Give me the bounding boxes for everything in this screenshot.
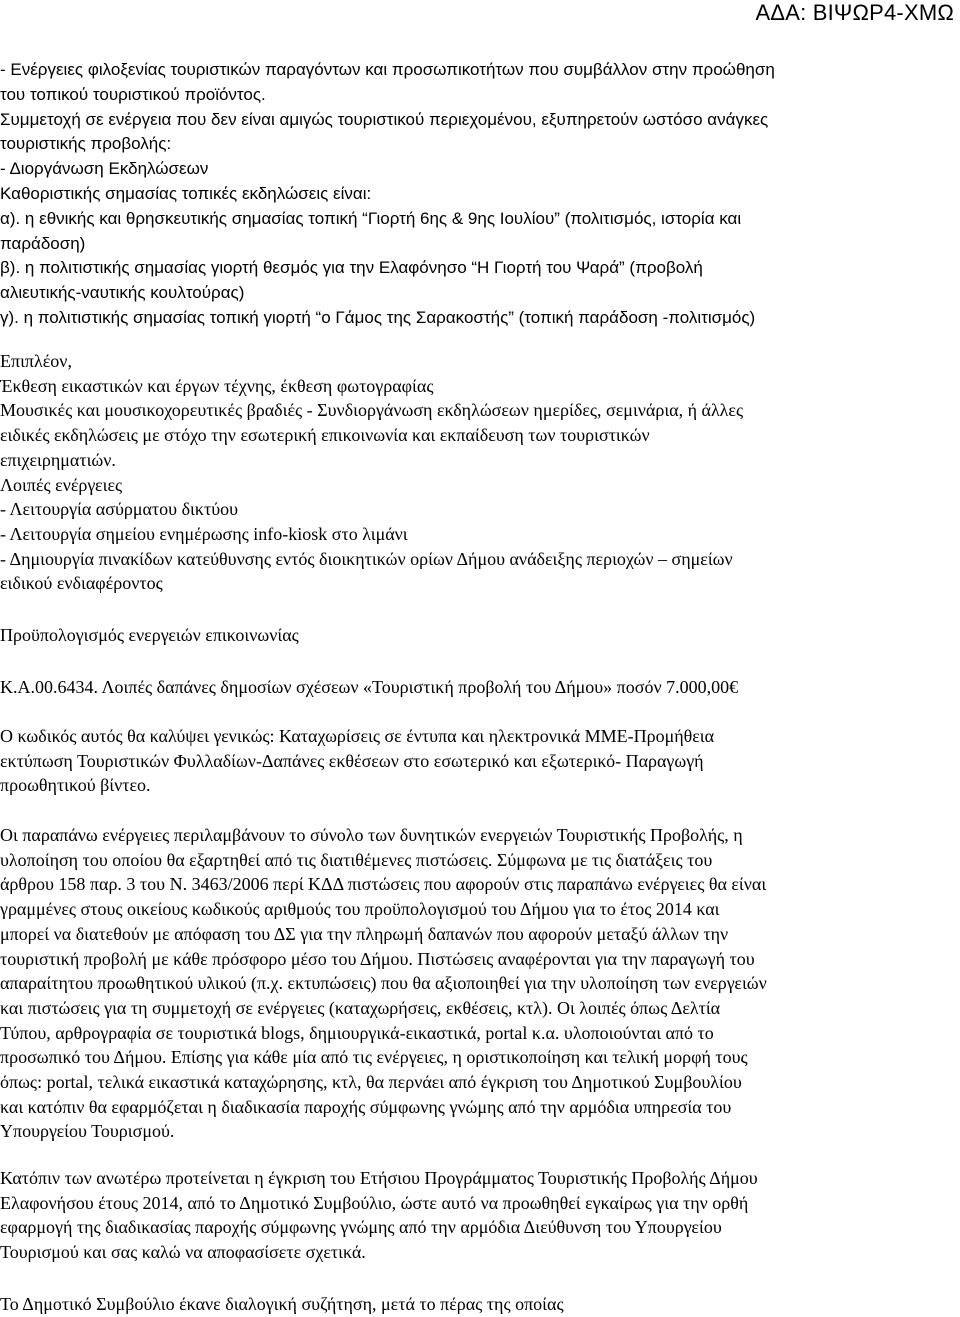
budget-heading: Προϋπολογισμός ενεργειών επικοινωνίας (0, 625, 299, 645)
text-line: τουριστικής προβολής: (0, 134, 172, 154)
text-line: α). η εθνικής και θρησκευτικής σημασίας τοπική “Γιορτή 6ης & 9ης Ιουλίου” (πολιτισμός, ιστορία και (0, 208, 742, 228)
text-line: Υπουργείου Τουρισμού. (0, 1121, 175, 1142)
text-line: και πιστώσεις για τη συμμετοχή σε ενέργειες (καταχωρήσεις, εκθέσεις, κτλ). Οι λοιπές όπως Δελτία (0, 997, 721, 1018)
text-line: Τύπου, αρθρογραφία σε τουριστικά blogs, δημιουργικά-εικαστικά, portal κ.α. υλοποιούνται από το (0, 1022, 714, 1043)
text-line: β). η πολιτιστικής σημασίας γιορτή θεσμός για την Ελαφόνησο “Η Γιορτή του Ψαρά” (προβολή (0, 258, 703, 278)
text-line: εκτύπωση Τουριστικών Φυλλαδίων-Δαπάνες εκθέσεων στο εσωτερικό και εξωτερικό- Παραγωγή (0, 750, 704, 771)
text-line: - Δημιουργία πινακίδων κατεύθυνσης εντός διοικητικών ορίων Δήμου ανάδειξης περιοχών – σημείων (0, 548, 733, 569)
ada-identifier: ΑΔΑ: ΒΙΨΩΡ4-ΧΜΩ (755, 0, 954, 25)
text-line: και κατόπιν θα εφαρμόζεται η διαδικασία παροχής σύμφωνης γνώμης από την αρμόδια υπηρεσία του (0, 1096, 732, 1117)
text-line: εφαρμογή της διαδικασίας παροχής σύμφωνης γνώμης από την αρμόδια Διεύθυνση του Υπουργείου (0, 1217, 722, 1238)
text-line: του τοπικού τουριστικού προϊόντος. (0, 84, 266, 104)
text-line: αλιευτικής-ναυτικής κουλτούρας) (0, 283, 245, 303)
text-line: - Διοργάνωση Εκδηλώσεων (0, 159, 209, 179)
text-line: Ο κωδικός αυτός θα καλύψει γενικώς: Καταχωρίσεις σε έντυπα και ηλεκτρονικά ΜΜΕ-Προμήθεια (0, 726, 715, 746)
text-line: Μουσικές και μουσικοχορευτικές βραδιές - Συνδιοργάνωση εκδηλώσεων ημερίδες, σεμινάρια, ή άλλες (0, 400, 744, 421)
actions-paragraph (0, 823, 767, 1144)
text-line: Λοιπές ενέργειες (0, 474, 123, 495)
text-line: Έκθεση εικαστικών και έργων τέχνης, έκθεση φωτογραφίας (0, 375, 434, 396)
text-line: ειδικού ενδιαφέροντος (0, 573, 163, 594)
text-line: επιχειρηματιών. (0, 449, 116, 470)
additional-activities-block (0, 349, 743, 596)
text-line: γραμμένες στους οικείους κωδικούς αριθμούς του προϋπολογισμού του Δήμου για το έτος 2014 και (0, 899, 720, 920)
text-line: όπως: portal, τελικά εικαστικά καταχώρησης, κτλ, θα περνάει από έγκριση του Δημοτικού Συμβουλίου (0, 1072, 742, 1093)
text-line: - Λειτουργία σημείου ενημέρωσης info-kiosk στο λιμάνι (0, 523, 408, 544)
text-line: προσωπικό του Δήμου. Επίσης για κάθε μία από τις ενέργειες, η οριστικοποίηση και τελική μορφή τους (0, 1047, 748, 1068)
text-line: προωθητικού βίντεο. (0, 775, 151, 796)
text-line: απαραίτητου προωθητικού υλικού (π.χ. εκτυπώσεις) που θα αξιοποιηθεί για την υλοποίηση των ενεργειών (0, 973, 767, 994)
intro-activities-block (0, 58, 775, 331)
text-line: Ελαφονήσου έτους 2014, από το Δημοτικό Συμβούλιο, ώστε αυτό να προωθηθεί εγκαίρως για την ορθή (0, 1192, 749, 1213)
text-line: Καθοριστικής σημασίας τοπικές εκδηλώσεις είναι: (0, 183, 372, 203)
text-line: Επιπλέον, (0, 351, 72, 371)
text-line: ειδικές εκδηλώσεις με στόχο την εσωτερική επικοινωνία και εκπαίδευση των τουριστικών (0, 425, 650, 446)
text-line: άρθρου 158 παρ. 3 του Ν. 3463/2006 περί ΚΔΔ πιστώσεις που αφορούν στις παραπάνω ενέργειες θα είναι (0, 874, 767, 895)
code-coverage-paragraph (0, 724, 714, 798)
text-line: Συμμετοχή σε ενέργεια που δεν είναι αμιγώς τουριστικού περιεχομένου, εξυπηρετούν ωστόσο ανάγκες (0, 109, 769, 129)
budget-code-line: Κ.Α.00.6434. Λοιπές δαπάνες δημοσίων σχέσεων «Τουριστική προβολή του Δήμου» ποσόν 7.000,00€ (0, 677, 739, 697)
text-line: υλοποίηση του οποίου θα εξαρτηθεί από τις διατιθέμενες πιστώσεις. Σύμφωνα με τις διατάξεις του (0, 849, 713, 870)
closing-line: Το Δημοτικό Συμβούλιο έκανε διαλογική συζήτηση, μετά το πέρας της οποίας (0, 1294, 564, 1314)
text-line: Τουρισμού και σας καλώ να αποφασίσετε σχετικά. (0, 1242, 366, 1263)
text-line: παράδοση) (0, 233, 86, 253)
text-line: - Ενέργειες φιλοξενίας τουριστικών παραγόντων και προσωπικοτήτων που συμβάλλον στην προώθηση (0, 60, 775, 79)
text-line: γ). η πολιτιστικής σημασίας τοπική γιορτή “ο Γάμος της Σαρακοστής” (τοπική παράδοση -πολιτισμός) (0, 307, 756, 327)
text-line: Οι παραπάνω ενέργειες περιλαμβάνουν το σύνολο των δυνητικών ενεργειών Τουριστικής Προβολής, η (0, 825, 743, 845)
text-line: μπορεί να διατεθούν με απόφαση του ΔΣ για την πληρωμή δαπανών που αφορούν μεταξύ άλλων την (0, 923, 729, 944)
proposal-paragraph (0, 1166, 758, 1265)
text-line: - Λειτουργία ασύρματου δικτύου (0, 499, 239, 520)
text-line: Κατόπιν των ανωτέρω προτείνεται η έγκριση του Ετήσιου Προγράμματος Τουριστικής Προβολής Δήμου (0, 1168, 758, 1188)
text-line: τουριστική προβολή με κάθε πρόσφορο μέσο του Δήμου. Πιστώσεις αναφέρονται για την παραγωγή του (0, 948, 755, 969)
